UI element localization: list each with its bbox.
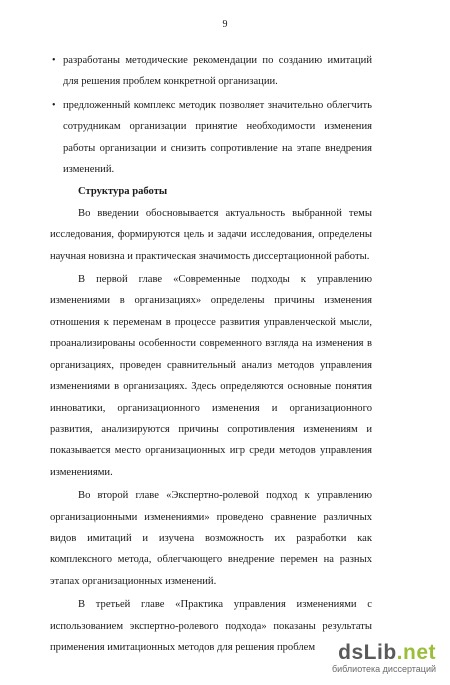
bullet-text: предложенный комплекс методик позволяет значительно облегчить сотрудникам организации принятие необходимости изменения работы организации и снизить сопротивление на этапе внедрения изменений. <box>63 99 372 176</box>
bullet-text: разработаны методические рекомендации по созданию имитаций для решения проблем конкретной организации. <box>63 55 372 88</box>
bullet-item <box>50 95 372 181</box>
paragraph-chapter-two: Во второй главе «Экспертно-ролевой подход к управлению организационными изменениями» проведено сравнение различных видов имитаций и изучена возможность их разработки как комплексного метода, облегчающего внедрение перемен на разных этапах организационных изменений. <box>50 490 372 587</box>
watermark-logo-text <box>316 642 436 664</box>
paragraph-chapter-three: В третьей главе «Практика управления изменениями с использованием экспертно-ролевого подхода» показаны результаты применения имитационных методов для решения проблем <box>50 599 372 653</box>
bullet-icon: • <box>52 55 56 66</box>
watermark-logo <box>316 642 436 675</box>
bullet-item <box>50 50 372 93</box>
section-heading: Структура работы <box>78 186 168 198</box>
watermark-tagline: библиотека диссертаций <box>331 664 436 674</box>
bullet-icon: • <box>52 99 56 111</box>
watermark-logo-accent: .net <box>396 641 436 664</box>
watermark-logo-main: dsLib <box>338 641 397 664</box>
page-number: 9 <box>222 19 228 30</box>
document-body <box>50 50 372 658</box>
paragraph-introduction: Во введении обосновывается актуальность выбранной темы исследования, формируются цель и задачи исследования, определены научная новизна и практическая значимость диссертационной работы. <box>50 207 372 262</box>
paragraph-chapter-one: В первой главе «Современные подходы к управлению изменениями в организациях» определены причины изменения отношения к переменам в процессе развития управленческой мысли, проанализированы особенности современного взгляда на изменения в организациях, проведен сравнительный анализ методов управления изменениями в организациях. Здесь определяются основные понятия инноватики, организационного изменения и организационного развития, анализируются причины сопротивления изменениям и показывается место организационных игр среди методов управления изменениями. <box>50 274 372 478</box>
